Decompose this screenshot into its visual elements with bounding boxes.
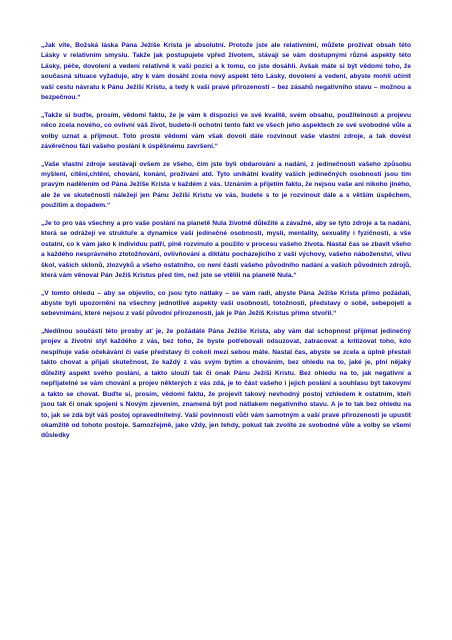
document-body xyxy=(41,41,411,449)
paragraph-5: „V tomto ohledu – aby se objevilo, co jsou tyto nátlaky – se vám radí, abyste Pána Ježíše Krista přímo požádali, abyste byli upozorněni na všechny jednotlivé aspekty vaší osobnosti, totožnosti, představy o sobě, sebepojetí a sebevnímání, které nejsou z vaší původní přirozenosti, jak je Pán Ježíš Kristus přímo stvořil.“ xyxy=(41,289,411,318)
paragraph-4: „Je to pro vás všechny a pro vaše poslání na planetě Nula životně důležité a závažné, aby se tyto zdroje a ta nadání, která se odrážejí ve struktuře a dynamice vaší jedinečné osobnosti, mysli, mentality, sexuality i fyzičnosti, a vše ostatní, co k vám jako k individuu patří, plně rozvinulo a použilo v procesu vašeho života. Nastal čas se zbavit všeho a každého nesprávného ztotožňování, ovlivňování a diktátu pocházejícího z vaší výchovy, vašeho náboženství, vlivu škol, vašich sklonů, zlozvyků a všeho ostatního, co není částí vašeho původního nadání a vašich původních zdrojů, která vám věnoval Pán Ježíš Kristus před tím, než jste se vtělili na planetě Nula.“ xyxy=(41,219,411,280)
paragraph-2: „Takže si buďte, prosím, vědomi faktu, že je vám k dispozici ve své kvalitě, svém obsahu, použitelnosti a projevu něco zcela nového, co ovlivní váš život, budete-li ochotni tento fakt ve všech jeho aspektech ze své svobodné vůle a volby uznat a přijmout. Toto prosté vědomí vám však dovolí dále rozvinout vaše vlastní zdroje, a tak dovést závěrečnou fázi vašeho poslání k úspěšnému završení.“ xyxy=(41,111,411,151)
paragraph-1: „Jak víte, Božská láska Pána Ježíše Krista je absolutní. Protože jste ale relativními, můžete prožívat obsah této Lásky v relativním smyslu. Takže jak postupujete vpřed životem, stávají se vám dostupnými různé aspekty této Lásky, péče, dovolení a vedení relativně k vaší pozici a k tomu, co jste dosáhli. Avšak máte si být vědomi toho, že současná situace vyžaduje, aby k vám dosáhl zcela nový aspekt této Lásky, dovolení a vedení, abyste mohli učinit vaši cestu návratu k Pánu Ježíši Kristu, a tedy k vaší pravé přirozenosti – bez zásahů negativního stavu – možnou a bezpečnou.“ xyxy=(41,42,411,102)
paragraph-6: „Nedílnou součástí této prosby ať je, že požádáte Pána Ježíše Krista, aby vám dal schopnost přijímat jedinečný projev a životní styl každého z vás, bez toho, že byste potřebovali odsuzovat, zatracovat a kritizovat toho, kdo nesplňuje vaše očekávání či vaše představy či cokoli mezi sebou máte. Nastal čas, abyste se zcela a úplně přestali takto chovat a přijali skutečnost, že každý z vás svým bytím a chováním, bez ohledu na to, jaké je, plní nějaký důležitý aspekt svého poslání, a takto slouží tak či onak Pánu Ježíši Kristu. Bez ohledu na to, jak negativní a nepřijatelné se vám chování a projev některých z vás zdá, je to část vašeho i jejich poslání a souhlasu být takovými a takto se chovat. Buďte si, prosím, vědomi faktu, že projevit takový nevhodný postoj vzhledem k ostatním, kteří jsou tak či onak spojeni s Novým zjevením, znamená být pod nátlakem negativního stavu. A je to tak bez ohledu na to, jak se zdá být váš postoj opravedlnitelný. Vaši povinností vůči vám samotným a vaší pravé přirozenosti je upustit okamžitě od tohoto postoje. Samozřejmě, jako vždy, jen tehdy, pokud tak zvolíte ze svobodné vůle a volby se všemi důsledky xyxy=(41,327,411,440)
paragraph-3: „Vaše vlastní zdroje sestávají ovšem ze všeho, čím jste byli obdarováni a nadáni, z jedinečnosti vašeho způsobu myšlení, cítění,chtění, chování, konání, prožívání atd. Tyto unikátní kvality vašich jedinečných osobností jsou tím pravým nadělením od Pána Ježíše Krista v každém z vás. Uznáním a přijetím faktu, že nejsou vaše ani nikoho jiného, ale že ve skutečnosti náležejí jen Pánu Ježíši Kristu ve vás, budete s to je rozvinout dále a s větším úspěchem, použitím a dopadem.“ xyxy=(41,160,411,210)
